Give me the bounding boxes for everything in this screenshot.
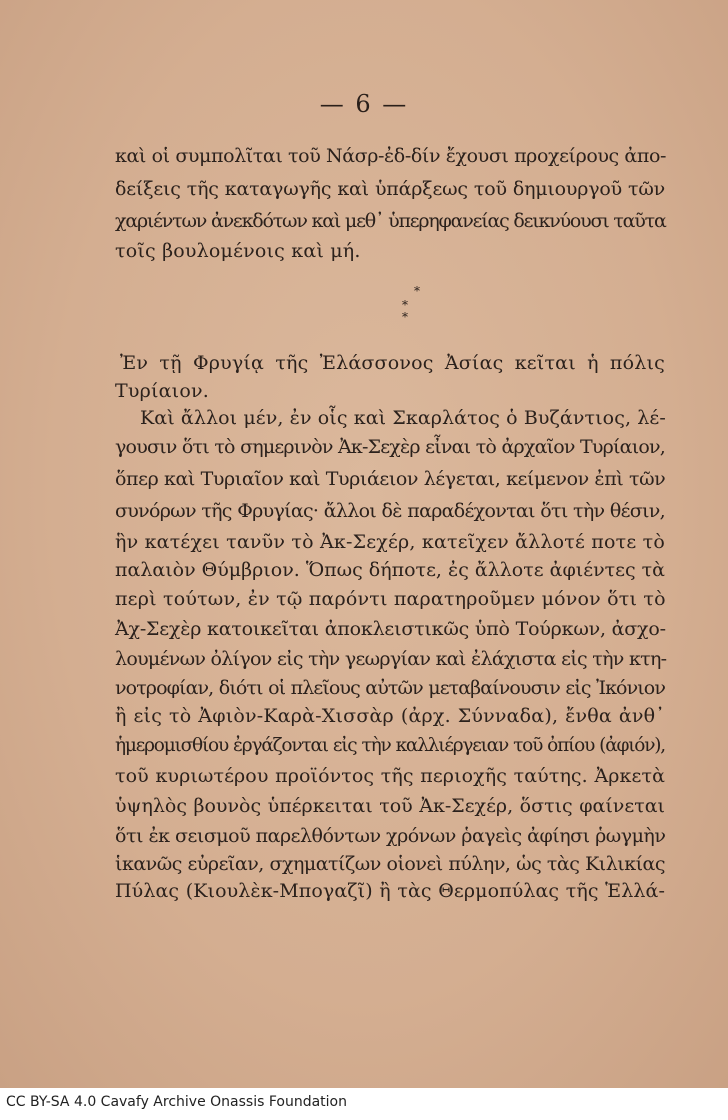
text-line: νοτροφίαν, διότι οἱ πλεῖους αὐτῶν μεταβαίνουσιν εἰς Ἰκόνιον (115, 677, 665, 699)
text-line: συνόρων τῆς Φρυγίας· ἄλλοι δὲ παραδέχονται ὅτι τὴν θέσιν, (115, 500, 665, 522)
text-line: γουσιν ὅτι τὸ σημερινὸν Ἀκ-Σεχὲρ εἶναι τὸ ἀρχαῖον Τυρίαιον, (115, 436, 665, 458)
text-line: Ἐν τῇ Φρυγίᾳ τῆς Ἐλάσσονος Ἀσίας κεῖται ἡ πόλις (120, 352, 665, 374)
text-line: παλαιὸν Θύμβριον. Ὅπως δήποτε, ἐς ἄλλοτε ἀφιέντες τὰ (115, 559, 665, 581)
text-line: ἢ εἰς τὸ Ἀφιὸν-Καρὰ-Χισσὰρ (ἀρχ. Σύνναδα), ἔνθα ἀνθ᾽ (115, 705, 665, 727)
text-line: χαριέντων ἀνεκδότων καὶ μεθ᾽ ὑπερηφανείας δεικνύουσι ταῦτα (115, 210, 666, 232)
asterism-top: * (414, 284, 420, 298)
text-line: ὅπερ καὶ Τυριαῖον καὶ Τυριάειον λέγεται, κείμενον ἐπὶ τῶν (115, 468, 666, 490)
asterism-bottom: * * (402, 298, 416, 324)
text-line: δείξεις τῆς καταγωγῆς καὶ ὑπάρξεως τοῦ δημιουργοῦ τῶν (115, 178, 665, 200)
text-line: Ἀχ-Σεχὲρ κατοικεῖται ἀποκλειστικῶς ὑπὸ Τούρκων, ἀσχο- (115, 618, 666, 640)
text-line: τοῖς βουλομένοις καὶ μή. (115, 240, 361, 262)
text-line: τοῦ κυριωτέρου προϊόντος τῆς περιοχῆς ταύτης. Ἀρκετὰ (115, 765, 665, 787)
license-footer: CC BY-SA 4.0 Cavafy Archive Onassis Foundation (6, 1094, 347, 1110)
text-line: λουμένων ὀλίγον εἰς τὴν γεωργίαν καὶ ἐλάχιστα εἰς τὴν κτη- (115, 648, 667, 670)
text-line: Καὶ ἄλλοι μέν, ἐν οἷς καὶ Σκαρλάτος ὁ Βυζάντιος, λέ- (140, 407, 666, 429)
text-line: ἱκανῶς εὐρεῖαν, σχηματίζων οἱονεὶ πύλην, ὡς τὰς Κιλικίας (115, 853, 665, 875)
text-line: καὶ οἱ συμπολῖται τοῦ Νάσρ-ἐδ-δίν ἔχουσι προχείρους ἀπο- (115, 145, 667, 167)
text-line: ὅτι ἐκ σεισμοῦ παρελθόντων χρόνων ῥαγεὶς ἀφίησι ῥωγμὴν (115, 825, 666, 847)
text-line: Πύλας (Κιουλὲκ-Μπογαζῖ) ἢ τὰς Θερμοπύλας τῆς Ἑλλά- (115, 880, 665, 902)
text-line: Τυρίαιον. (115, 380, 209, 402)
text-line: ἡμερομισθίου ἐργάζονται εἰς τὴν καλλιέργειαν τοῦ ὀπίου (ἀφιόν), (115, 735, 665, 756)
text-line: ὑψηλὸς βουνὸς ὑπέρκειται τοῦ Ἀκ-Σεχέρ, ὅστις φαίνεται (115, 795, 665, 817)
page-number: — 6 — (319, 90, 409, 118)
text-line: περὶ τούτων, ἐν τῷ παρόντι παρατηροῦμεν μόνον ὅτι τὸ (115, 588, 666, 610)
text-line: ἣν κατέχει τανῦν τὸ Ἀκ-Σεχέρ, κατεῖχεν ἄλλοτέ ποτε τὸ (115, 531, 665, 553)
